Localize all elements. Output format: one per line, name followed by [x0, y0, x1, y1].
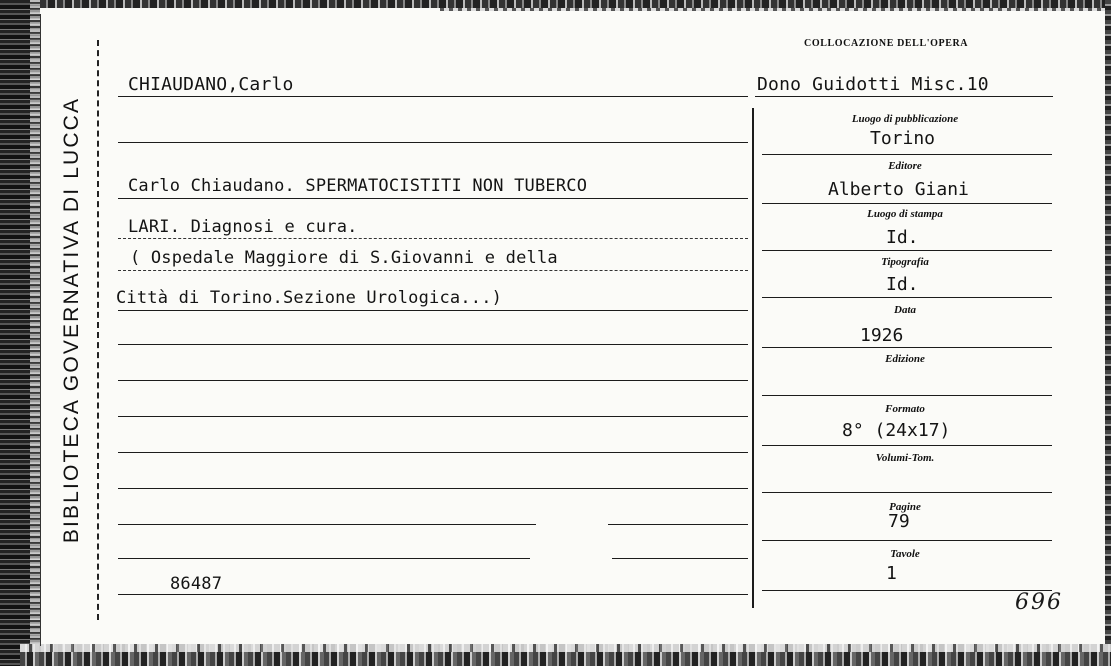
desc-rule-3	[118, 270, 748, 271]
label-edizione: Edizione	[885, 353, 925, 365]
blank-rule-8a	[118, 558, 530, 559]
rule-edizione	[762, 395, 1052, 396]
rule-volumi	[762, 492, 1052, 493]
label-data: Data	[894, 304, 916, 316]
card-frame-line	[40, 14, 41, 646]
rule-pagine	[762, 540, 1052, 541]
inventory-number: 86487	[170, 574, 223, 594]
rule-luogo-stampa	[762, 250, 1052, 251]
label-luogo-stampa: Luogo di stampa	[867, 208, 943, 220]
value-luogo-pubblicazione: Torino	[870, 128, 936, 149]
blank-rule-8b	[612, 558, 748, 559]
scan-edge-top-inner	[440, 8, 1111, 11]
rule-data	[762, 347, 1052, 348]
collocation-header: COLLOCAZIONE DELL'OPERA	[804, 38, 969, 49]
scan-edge-right	[1105, 0, 1111, 666]
blank-rule-1	[118, 142, 748, 143]
description-line-4: Città di Torino.Sezione Urologica...)	[116, 288, 503, 308]
rule-editore	[762, 203, 1052, 204]
handwritten-note: 696	[1015, 590, 1063, 615]
value-formato: 8° (24x17)	[842, 420, 951, 441]
blank-rule-6	[118, 488, 748, 489]
label-tavole: Tavole	[890, 548, 920, 560]
margin-dashed-line	[97, 40, 100, 620]
blank-rule-2	[118, 344, 748, 345]
blank-rule-3	[118, 380, 748, 381]
label-volumi: Volumi-Tom.	[875, 452, 935, 464]
bottom-rule	[118, 594, 748, 595]
desc-rule-2	[118, 238, 748, 239]
author-rule	[118, 96, 748, 97]
shelfmark-rule	[755, 96, 1053, 97]
rule-luogo-pubblicazione	[762, 154, 1052, 155]
desc-rule-4	[118, 310, 748, 311]
scan-edge-left	[0, 0, 40, 666]
label-editore: Editore	[888, 160, 922, 172]
author-heading: CHIAUDANO,Carlo	[128, 74, 294, 95]
blank-rule-7b	[608, 524, 748, 525]
value-tavole: 1	[886, 563, 897, 584]
value-pagine: 79	[888, 511, 910, 532]
description-line-1: Carlo Chiaudano. SPERMATOCISTITI NON TUBERCO	[128, 176, 588, 196]
rule-formato	[762, 445, 1052, 446]
label-formato: Formato	[885, 403, 925, 415]
rule-tavole	[762, 590, 1052, 591]
value-editore: Alberto Giani	[828, 179, 969, 200]
rule-tipografia	[762, 297, 1052, 298]
blank-rule-7a	[118, 524, 536, 525]
blank-rule-5	[118, 452, 748, 453]
label-pagine: Pagine	[889, 501, 921, 513]
value-data: 1926	[860, 325, 904, 346]
blank-rule-4	[118, 416, 748, 417]
label-luogo-pubblicazione: Luogo di pubblicazione	[851, 113, 959, 125]
library-stamp: BIBLIOTECA GOVERNATIVA DI LUCCA	[60, 96, 83, 544]
value-tipografia: Id.	[886, 274, 919, 295]
shelfmark: Dono Guidotti Misc.10	[757, 74, 989, 95]
scan-edge-bottom	[20, 644, 1111, 666]
label-tipografia: Tipografia	[881, 256, 929, 268]
scan-edge-top	[40, 0, 1111, 8]
description-line-2: LARI. Diagnosi e cura.	[128, 217, 358, 237]
right-column-divider	[752, 108, 754, 608]
desc-rule-1	[118, 198, 748, 199]
description-line-3: ( Ospedale Maggiore di S.Giovanni e della	[130, 248, 558, 268]
value-luogo-stampa: Id.	[886, 227, 919, 248]
